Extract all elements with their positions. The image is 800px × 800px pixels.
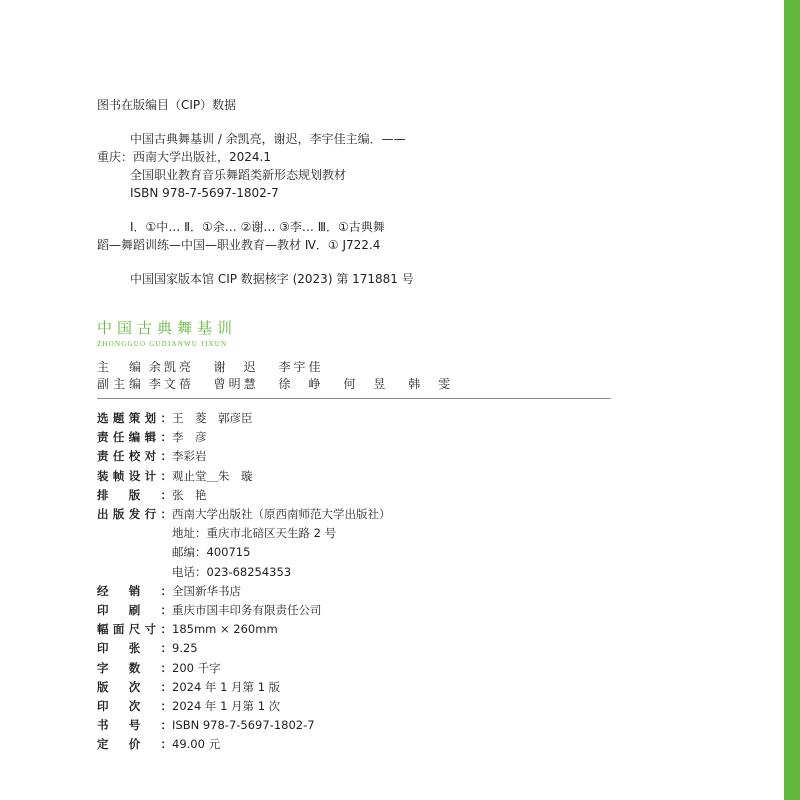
- publication-value: ISBN 978-7-5697-1802-7: [172, 718, 315, 733]
- publication-value: 200 千字: [172, 660, 221, 675]
- deputy-editors-role: 副主编: [97, 377, 146, 391]
- editor-name: 谢 迟: [213, 360, 259, 374]
- publication-value: 重庆市国丰印务有限责任公司: [172, 603, 322, 618]
- publication-value: 张 艳: [172, 487, 207, 502]
- publication-row: [97, 486, 617, 505]
- deputy-editor-name: 徐 峥: [278, 377, 324, 391]
- publication-row: [97, 678, 617, 697]
- publication-label: 书 号 ：: [97, 718, 172, 733]
- publication-row: [97, 447, 617, 466]
- publication-label: 字 数 ：: [97, 660, 172, 675]
- publication-row: [97, 582, 617, 601]
- spacer: [97, 254, 527, 270]
- deputy-editors-names: [149, 377, 469, 391]
- editors-names: [149, 360, 340, 374]
- publication-row: [97, 697, 617, 716]
- cip-block: [97, 96, 527, 288]
- publication-value: 2024 年 1 月第 1 版: [172, 679, 281, 694]
- publication-value: 李 彦: [172, 430, 207, 445]
- publication-label: 定 价 ：: [97, 737, 172, 752]
- cip-classification-line: Ⅰ．①中… Ⅱ．①余… ②谢… ③李… Ⅲ．①古典舞: [130, 220, 385, 234]
- publication-label: 印 次 ：: [97, 699, 172, 714]
- publication-row: [97, 467, 617, 486]
- publication-label: 排 版 ：: [97, 487, 172, 502]
- cip-classification-line: 蹈—舞蹈训练—中国—职业教育—教材 Ⅳ．① J722.4: [97, 238, 381, 252]
- spacer: [97, 114, 527, 130]
- publication-value: 185mm × 260mm: [172, 622, 278, 637]
- publication-label: 印 刷 ：: [97, 603, 172, 618]
- publication-row: [97, 620, 617, 639]
- publication-label: 装 帧 设 计 ：: [97, 468, 172, 483]
- cip-entry-line: 中国古典舞基训 / 余凯亮，谢迟，李宇佳主编．——: [130, 132, 406, 146]
- publication-value: 观止堂＿朱 璇: [172, 468, 253, 483]
- publication-row: 电话：023-68254353: [172, 564, 292, 579]
- editors-role: 主 编: [97, 360, 146, 374]
- publication-row: [97, 601, 617, 620]
- cip-entry-line: 重庆：西南大学出版社，2024.1: [97, 150, 271, 164]
- book-title-pinyin: ZHONGGUO GUDIANWU JIXUN: [97, 340, 228, 348]
- publication-label: 责 任 编 辑 ：: [97, 430, 172, 445]
- publication-row: [97, 428, 617, 447]
- cip-verification: 中国国家版本馆 CIP 数据核字 (2023) 第 171881 号: [130, 272, 414, 286]
- publication-details: [97, 409, 617, 755]
- cip-entry-line: ISBN 978-7-5697-1802-7: [130, 186, 279, 200]
- publication-value: 2024 年 1 月第 1 次: [172, 699, 281, 714]
- book-info: [97, 318, 617, 393]
- deputy-editors-row: [97, 376, 617, 393]
- divider: [97, 398, 611, 399]
- publication-value: 李彩岩: [172, 449, 207, 464]
- publication-row: [97, 735, 617, 754]
- editor-credits: [97, 359, 617, 393]
- cip-entry-line: 全国职业教育音乐舞蹈类新形态规划教材: [130, 168, 347, 182]
- side-color-bar: [784, 0, 800, 800]
- editor-name: 李宇佳: [278, 360, 324, 374]
- publication-row: 地址：重庆市北碚区天生路 2 号: [172, 526, 337, 541]
- deputy-editor-name: 韩 雯: [408, 377, 454, 391]
- deputy-editor-name: 何 昱: [343, 377, 389, 391]
- publication-label: 印 张 ：: [97, 641, 172, 656]
- book-title: 中国古典舞基训: [97, 319, 238, 337]
- publication-row: [97, 409, 617, 428]
- publication-row: [97, 716, 617, 735]
- publication-label: 选 题 策 划 ：: [97, 411, 172, 425]
- publication-row: [97, 639, 617, 658]
- publication-value: 王 菱 郭彦臣: [172, 411, 253, 425]
- publication-row: [97, 659, 617, 678]
- publication-value: 西南大学出版社（原西南师范大学出版社）: [172, 507, 391, 522]
- spacer: [97, 202, 527, 218]
- publication-value: 9.25: [172, 641, 198, 656]
- publication-value: 49.00 元: [172, 737, 221, 752]
- publication-row: [97, 505, 617, 524]
- cip-heading: 图书在版编目（CIP）数据: [97, 98, 237, 112]
- publication-value: 全国新华书店: [172, 583, 241, 598]
- publication-label: 责 任 校 对 ：: [97, 449, 172, 464]
- publication-label: 出 版 发 行 ：: [97, 507, 172, 522]
- publication-row: 邮编：400715: [172, 545, 251, 560]
- editor-name: 余凯亮: [148, 360, 194, 374]
- deputy-editor-name: 李文蓓: [148, 377, 194, 391]
- publication-label: 经 销 ：: [97, 583, 172, 598]
- publication-label: 版 次 ：: [97, 679, 172, 694]
- deputy-editor-name: 曾明慧: [213, 377, 259, 391]
- publication-label: 幅 面 尺 寸 ：: [97, 622, 172, 637]
- editors-row: [97, 359, 617, 376]
